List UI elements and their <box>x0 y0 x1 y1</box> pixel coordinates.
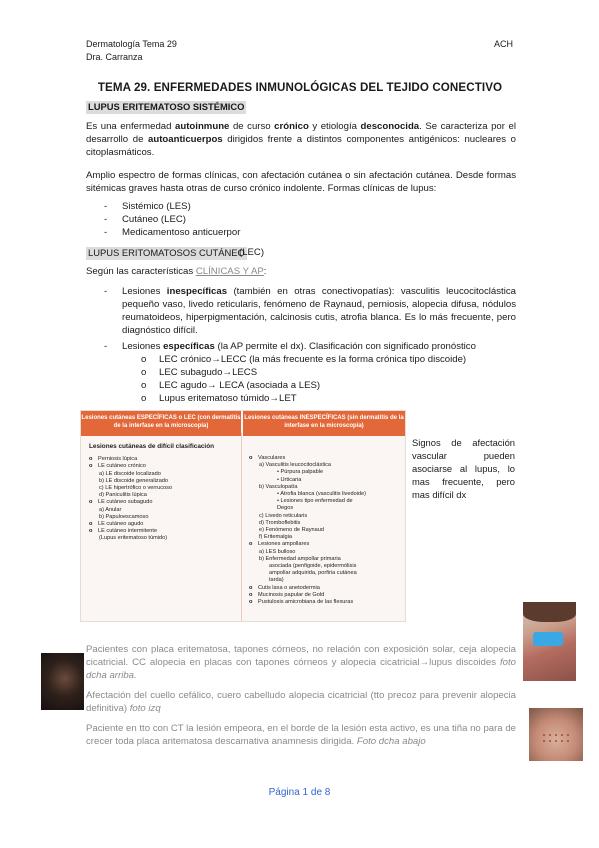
table-list-item: • Púrpura palpable <box>277 469 324 476</box>
page-title: TEMA 29. ENFERMEDADES INMUNOLÓGICAS DEL TEJIDO CONECTIVO <box>97 81 503 94</box>
list-item-especificas: - Lesiones específicas (la AP permite el dx). Clasificación con significado pronóstico <box>104 341 476 352</box>
header-course: Dermatología Tema 29 <box>86 39 177 49</box>
table-list-item: ampollar adquirida, porfiria cutánea <box>269 570 357 577</box>
table-list-item: (Lupus eritematoso túmido) <box>99 535 168 542</box>
note-tinea: Paciente en tto con CT la lesión empeora, en el borde de la lesión esta activo, es una tiña no para de crecer toda placa aritematosa descamativa anamnesis dirigida. Foto dcha abajo <box>86 723 516 747</box>
table-list-item: o Perniosis lúpica <box>89 456 138 463</box>
table-list-item: f) Eritemalgia <box>259 534 292 541</box>
table-list-item: o LE cutáneo agudo <box>89 521 144 528</box>
table-list-item: a) LE discoide localizado <box>99 470 161 477</box>
table-list-item: o Lesiones ampollares <box>249 541 310 548</box>
list-item: - Sistémico (LES) <box>104 201 191 212</box>
classification-table-image <box>80 410 406 622</box>
table-header-specific: Lesiones cutáneas ESPECÍFICAS o LEC (con dermatitis de la interfase en la microscopía) <box>81 411 241 436</box>
page-header <box>86 38 177 64</box>
table-list-item: a) LES bulloso <box>259 548 296 555</box>
table-list-item: d) Paniculitis lúpica <box>99 492 147 499</box>
table-list-item: o Cutis laxa o anetodermia <box>249 584 320 591</box>
table-list-item: o Mucinosis papular de Gold <box>249 591 325 598</box>
table-list-item: d) Tromboflebitis <box>259 519 301 526</box>
table-list-item: e) Fenómeno de Raynaud <box>259 527 324 534</box>
table-list-item: Degos <box>277 505 294 512</box>
section-heading-lec: LUPUS ERITOMATOSOS CUTÁNEO <box>88 247 245 258</box>
sublist-item: o LEC agudo→ LECA (asociada a LES) <box>141 380 321 391</box>
sublist-item: o LEC subagudo→LECS <box>141 367 258 378</box>
note-discoid: Pacientes con placa eritematosa, tapones córneos, no relación con exposición solar, ceja alopecia cicatricial. CC alopecia en placas con tapones córneos y alopecia cicatricial→lupus discoides foto dcha arriba. <box>86 644 516 681</box>
table-column-nonspecific <box>249 455 399 606</box>
clinicas-ap-link[interactable]: CLÍNICAS Y AP <box>195 266 264 277</box>
section-heading-les: LUPUS ERITEMATOSO SISTÉMICO <box>88 101 245 112</box>
table-list-item: c) Livedo reticularis <box>259 512 308 519</box>
criteria-line: Según las características CLÍNICAS Y AP: <box>86 266 267 277</box>
photo-neck-lesion <box>529 708 583 761</box>
table-list-item: • Atrofia blanca (vasculitis livedoide) <box>277 491 367 498</box>
table-list-item: c) LE hipertrófico o verrucoso <box>99 485 173 492</box>
table-list-item: o Vasculares <box>249 455 286 461</box>
table-list-item: • Lesiones tipo enfermedad de <box>277 498 353 505</box>
photo-scalp-lesion <box>41 653 84 710</box>
table-list-item: b) LE discoide generalizado <box>99 477 169 484</box>
table-list-item: o LE cutáneo crónico <box>89 463 146 470</box>
paragraph-spectrum: Amplio espectro de formas clínicas, con afectación cutánea o sin afectación cutánea. Desde formas sitémicas graves hasta otras de curso crónico indolente. Formas clínicas de lupus: <box>86 170 516 194</box>
table-list-item: tarda) <box>269 577 284 584</box>
table-list-item: • Urticaria <box>277 476 302 483</box>
table-list-item: b) Vasculopatía <box>259 483 298 490</box>
page-number: Página 1 de 8 <box>268 787 331 798</box>
table-header-nonspecific: Lesiones cutáneas INESPECÍFICAS (sin dermatitis de la interfase en la microscopía) <box>243 411 405 436</box>
table-list-item: b) Enfermedad ampollar primaria <box>259 555 341 562</box>
section-heading-suffix: (LEC) <box>239 247 265 258</box>
table-list-item: a) Vasculitis leucocitoclástica <box>259 462 332 469</box>
header-initials: ACH <box>494 39 514 49</box>
table-list-item: o Pustulosis amicrobiana de las flexuras <box>249 599 354 606</box>
photo-face-lesion <box>523 602 576 681</box>
table-list-item: a) Anular <box>99 506 122 513</box>
table-list-item: o LE cutáneo subagudo <box>89 499 153 506</box>
table-list-item: o LE cutáneo intermitente <box>89 528 158 535</box>
list-item: - Cutáneo (LEC) <box>104 214 186 225</box>
sublist-item: o Lupus eritematoso túmido→LET <box>141 393 297 404</box>
table-divider <box>241 433 242 621</box>
table-list-item: asociada (penfigoide, epidermólisis <box>269 563 357 570</box>
paragraph-definition: Es una enfermedad autoinmune de curso crónico y etiología desconocida. Se caracteriza por el desarrollo de autoanticuerpos dirigidos frente a distintos componentes antigénicos: nucleares o citoplasmáticos. <box>86 121 516 158</box>
sublist-item: o LEC crónico→LECC (la más frecuente es la forma crónica tipo discoide) <box>141 354 467 365</box>
table-list-item: b) Papuloescamoso <box>99 513 149 520</box>
note-scalp: Afectación del cuello cefálico, cuero cabelludo alopecia cicatricial (tto precoz para prevenir alopecia definitiva) foto izq <box>86 690 516 714</box>
table-column-specific <box>89 443 239 543</box>
list-item-inespecificas: - Lesiones inespecíficas (también en otras conectivopatías): vasculitis leucocitoclástica pequeño vaso, livedo reticularis, fenómeno de Raynaud, perniosis, alopecia difusa, nódulos reumatoideos, hiperpigmentación, calcinosis cutis, atrofia blanca. Es lo más frecuente, pero diagnóstico difícil. <box>104 286 516 336</box>
table-subtitle: Lesiones cutáneas de difícil clasificación <box>89 443 215 450</box>
list-item: - Medicamentoso anticuerpor <box>104 227 241 238</box>
side-note: Signos de afectación vascular pueden asociarse al lupus, lo mas frecuente, pero mas difícil dx <box>412 437 515 500</box>
header-teacher: Dra. Carranza <box>86 52 143 62</box>
